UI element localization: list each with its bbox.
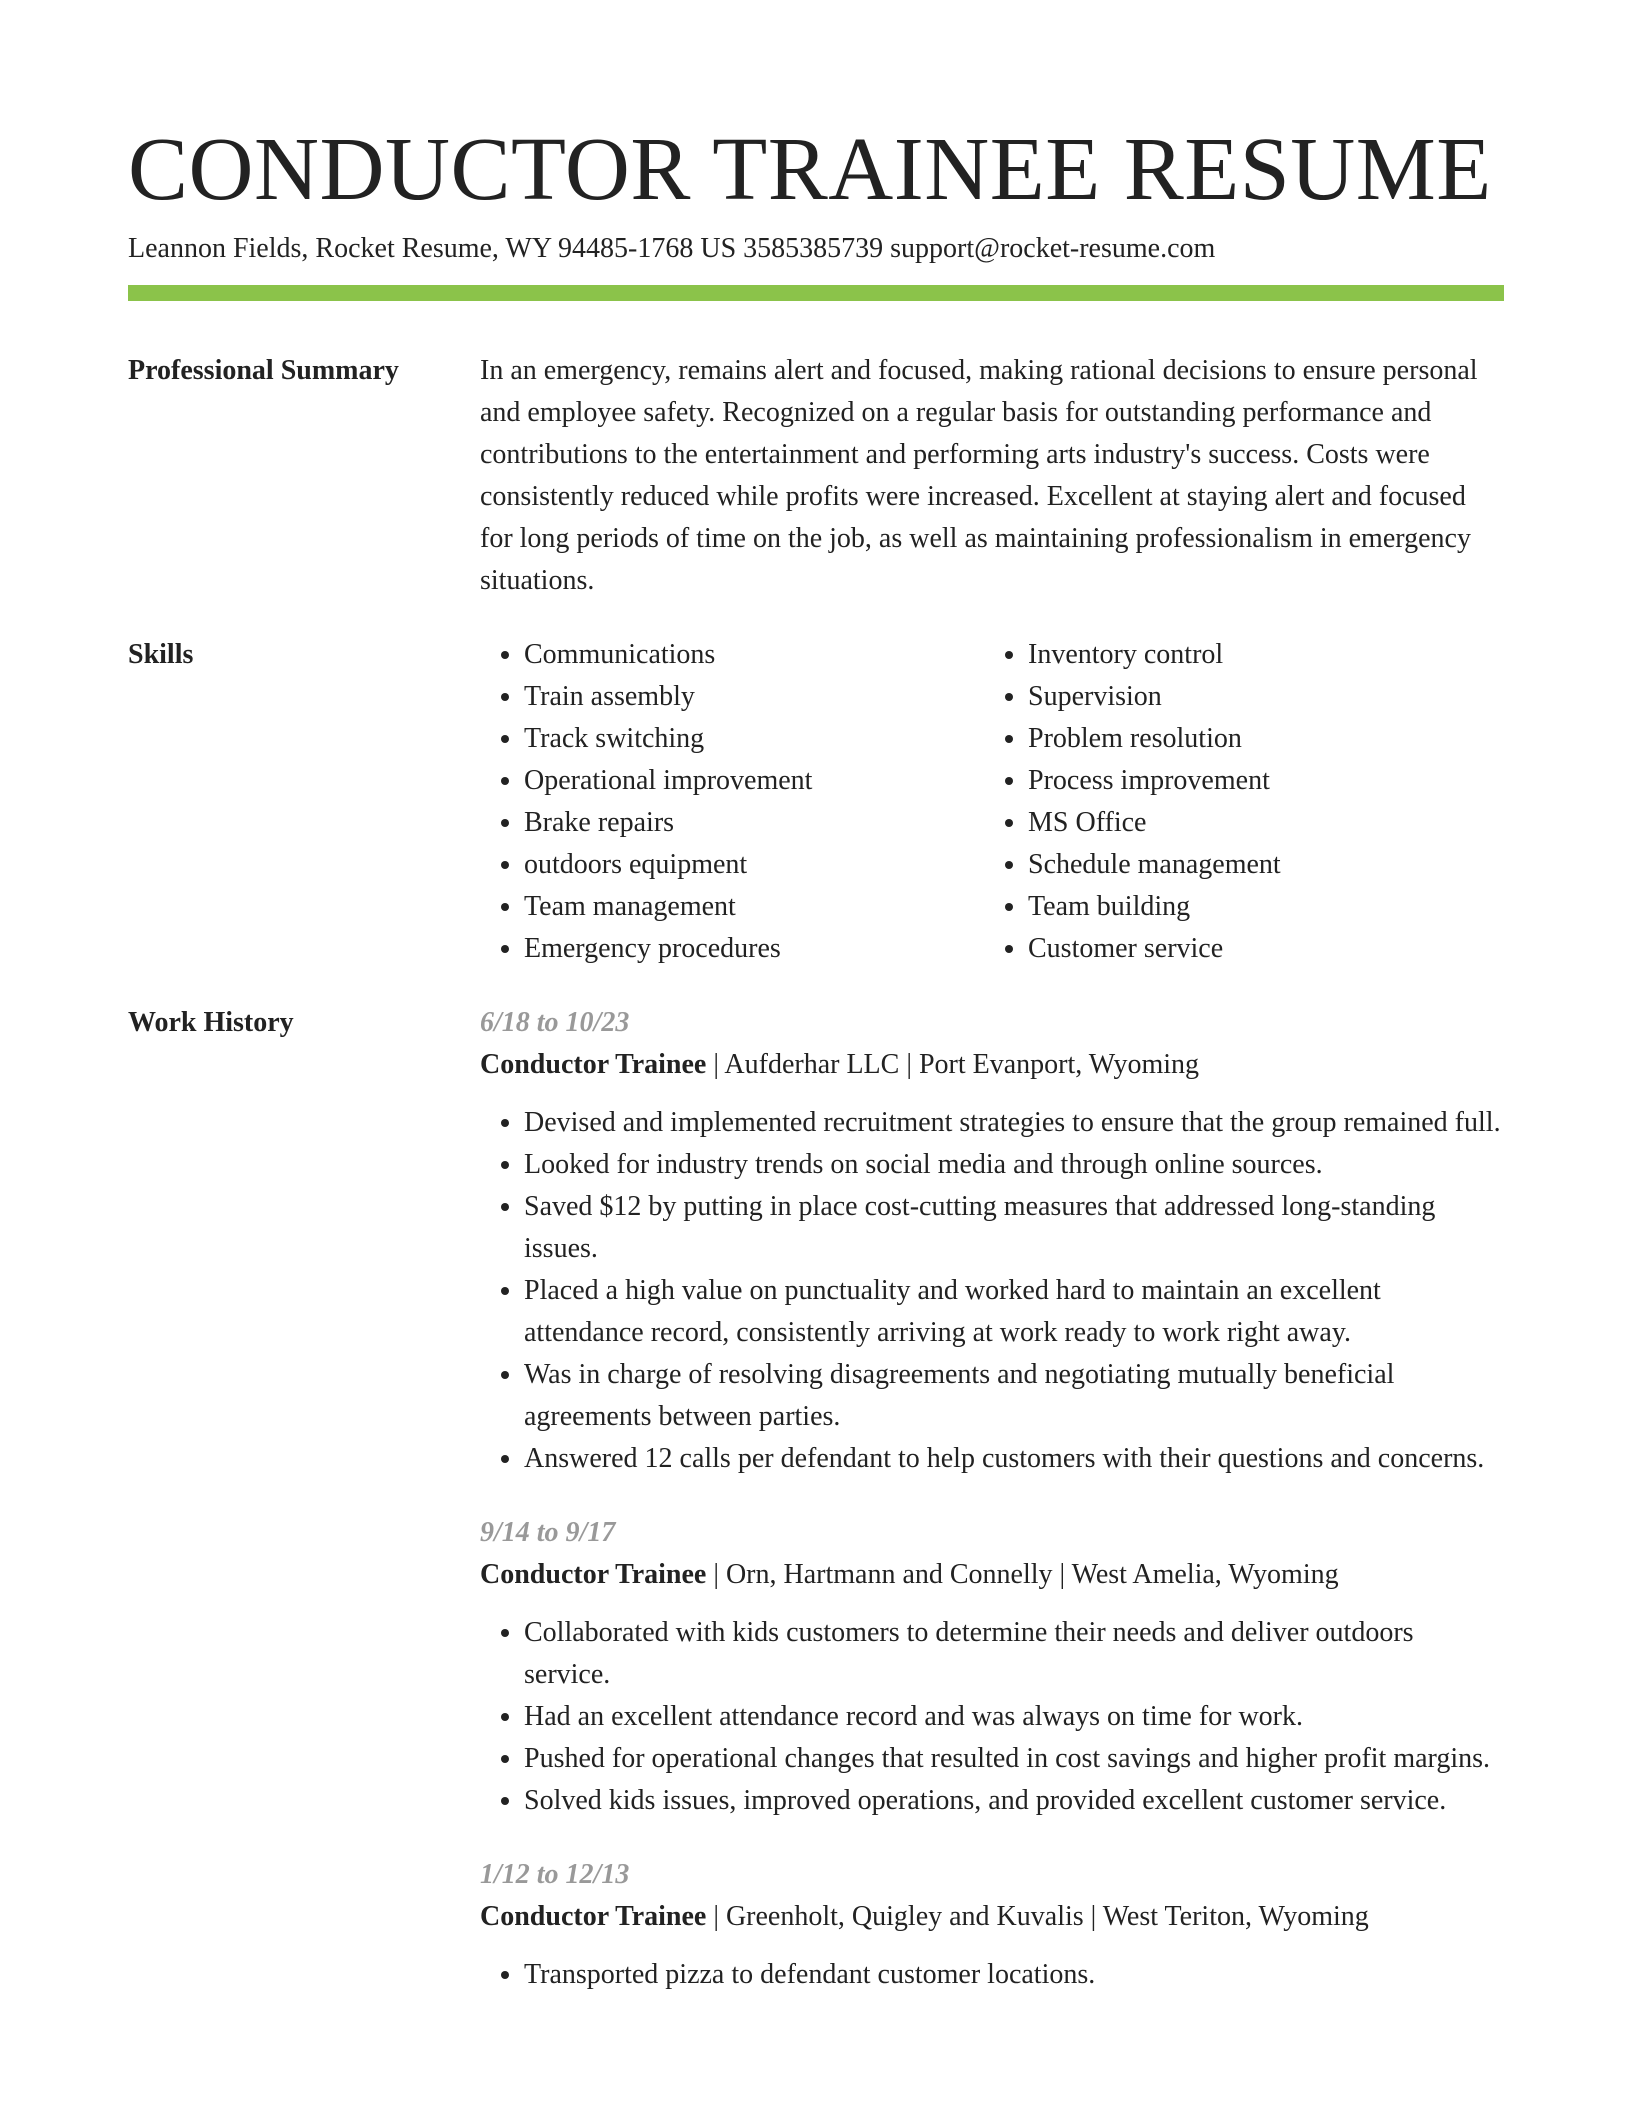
skill-item: • Operational improvement	[524, 760, 984, 802]
skill-item: • Process improvement	[1028, 760, 1488, 802]
skill-item: • MS Office	[1028, 802, 1488, 844]
job-bullet: • Pushed for operational changes that resulted in cost savings and higher profit margins.	[524, 1738, 1504, 1780]
work-history-body	[480, 1002, 1504, 2028]
accent-divider	[128, 285, 1504, 301]
skill-item: • outdoors equipment	[524, 844, 984, 886]
job-heading	[480, 1896, 1504, 1938]
skill-item: • Team building	[1028, 886, 1488, 928]
skill-item: • Supervision	[1028, 676, 1488, 718]
job-entry	[480, 1512, 1504, 1822]
skill-item: • Customer service	[1028, 928, 1488, 970]
skill-item: • Communications	[524, 634, 984, 676]
job-bullets	[480, 1612, 1504, 1822]
job-bullet: • Solved kids issues, improved operations, and provided excellent customer service.	[524, 1780, 1504, 1822]
job-bullets	[480, 1954, 1504, 1996]
job-details: | Orn, Hartmann and Connelly | West Amelia, Wyoming	[706, 1559, 1339, 1590]
job-entry	[480, 1002, 1504, 1480]
skills-list-left	[480, 634, 984, 970]
job-dates: 9/14 to 9/17	[480, 1517, 616, 1548]
skill-item: • Brake repairs	[524, 802, 984, 844]
resume-title: CONDUCTOR TRAINEE RESUME	[128, 120, 1492, 219]
job-title: Conductor Trainee	[480, 1901, 707, 1932]
job-bullet: • Placed a high value on punctuality and worked hard to maintain an excellent attendance record, consistently arriving at work ready to work right away.	[524, 1270, 1504, 1354]
skill-item: • Problem resolution	[1028, 718, 1488, 760]
summary-body	[480, 350, 1504, 602]
skill-item: • Inventory control	[1028, 634, 1488, 676]
job-bullet: • Was in charge of resolving disagreements and negotiating mutually beneficial agreements between parties.	[524, 1354, 1504, 1438]
job-dates: 1/12 to 12/13	[480, 1859, 630, 1890]
summary-heading: Professional Summary	[128, 355, 399, 386]
job-bullet: • Answered 12 calls per defendant to help customers with their questions and concerns.	[524, 1438, 1504, 1480]
skill-item: • Train assembly	[524, 676, 984, 718]
skill-item: • Emergency procedures	[524, 928, 984, 970]
job-title: Conductor Trainee	[480, 1049, 707, 1080]
job-heading	[480, 1044, 1504, 1086]
job-bullet: • Collaborated with kids customers to determine their needs and deliver outdoors service.	[524, 1612, 1504, 1696]
summary-text: In an emergency, remains alert and focused, making rational decisions to ensure personal and employee safety. Recognized on a regular basis for outstanding performance and contributions to the entertainment and performing arts industry's success. Costs were consistently reduced while profits were increased. Excellent at staying alert and focused for long periods of time on the job, as well as maintaining professionalism in emergency situations.	[480, 355, 1478, 596]
job-details: | Greenholt, Quigley and Kuvalis | West Teriton, Wyoming	[706, 1901, 1369, 1932]
skill-item: • Track switching	[524, 718, 984, 760]
skills-body	[480, 634, 1504, 970]
job-bullet: • Saved $12 by putting in place cost-cutting measures that addressed long-standing issues.	[524, 1186, 1504, 1270]
job-bullet: • Devised and implemented recruitment strategies to ensure that the group remained full.	[524, 1102, 1504, 1144]
job-bullets	[480, 1102, 1504, 1480]
job-bullet: • Had an excellent attendance record and was always on time for work.	[524, 1696, 1504, 1738]
skills-columns	[480, 634, 1504, 970]
job-bullet: • Looked for industry trends on social media and through online sources.	[524, 1144, 1504, 1186]
skill-item: • Team management	[524, 886, 984, 928]
job-bullet: • Transported pizza to defendant customer locations.	[524, 1954, 1504, 1996]
work-history-heading: Work History	[128, 1007, 294, 1038]
job-details: | Aufderhar LLC | Port Evanport, Wyoming	[706, 1049, 1200, 1080]
contact-line: Leannon Fields, Rocket Resume, WY 94485-1768 US 3585385739 support@rocket-resume.com	[128, 233, 1216, 264]
job-heading	[480, 1554, 1504, 1596]
skills-heading: Skills	[128, 639, 194, 670]
job-entry	[480, 1854, 1504, 1996]
skills-list-right	[984, 634, 1488, 970]
job-dates: 6/18 to 10/23	[480, 1007, 630, 1038]
skill-item: • Schedule management	[1028, 844, 1488, 886]
job-title: Conductor Trainee	[480, 1559, 707, 1590]
